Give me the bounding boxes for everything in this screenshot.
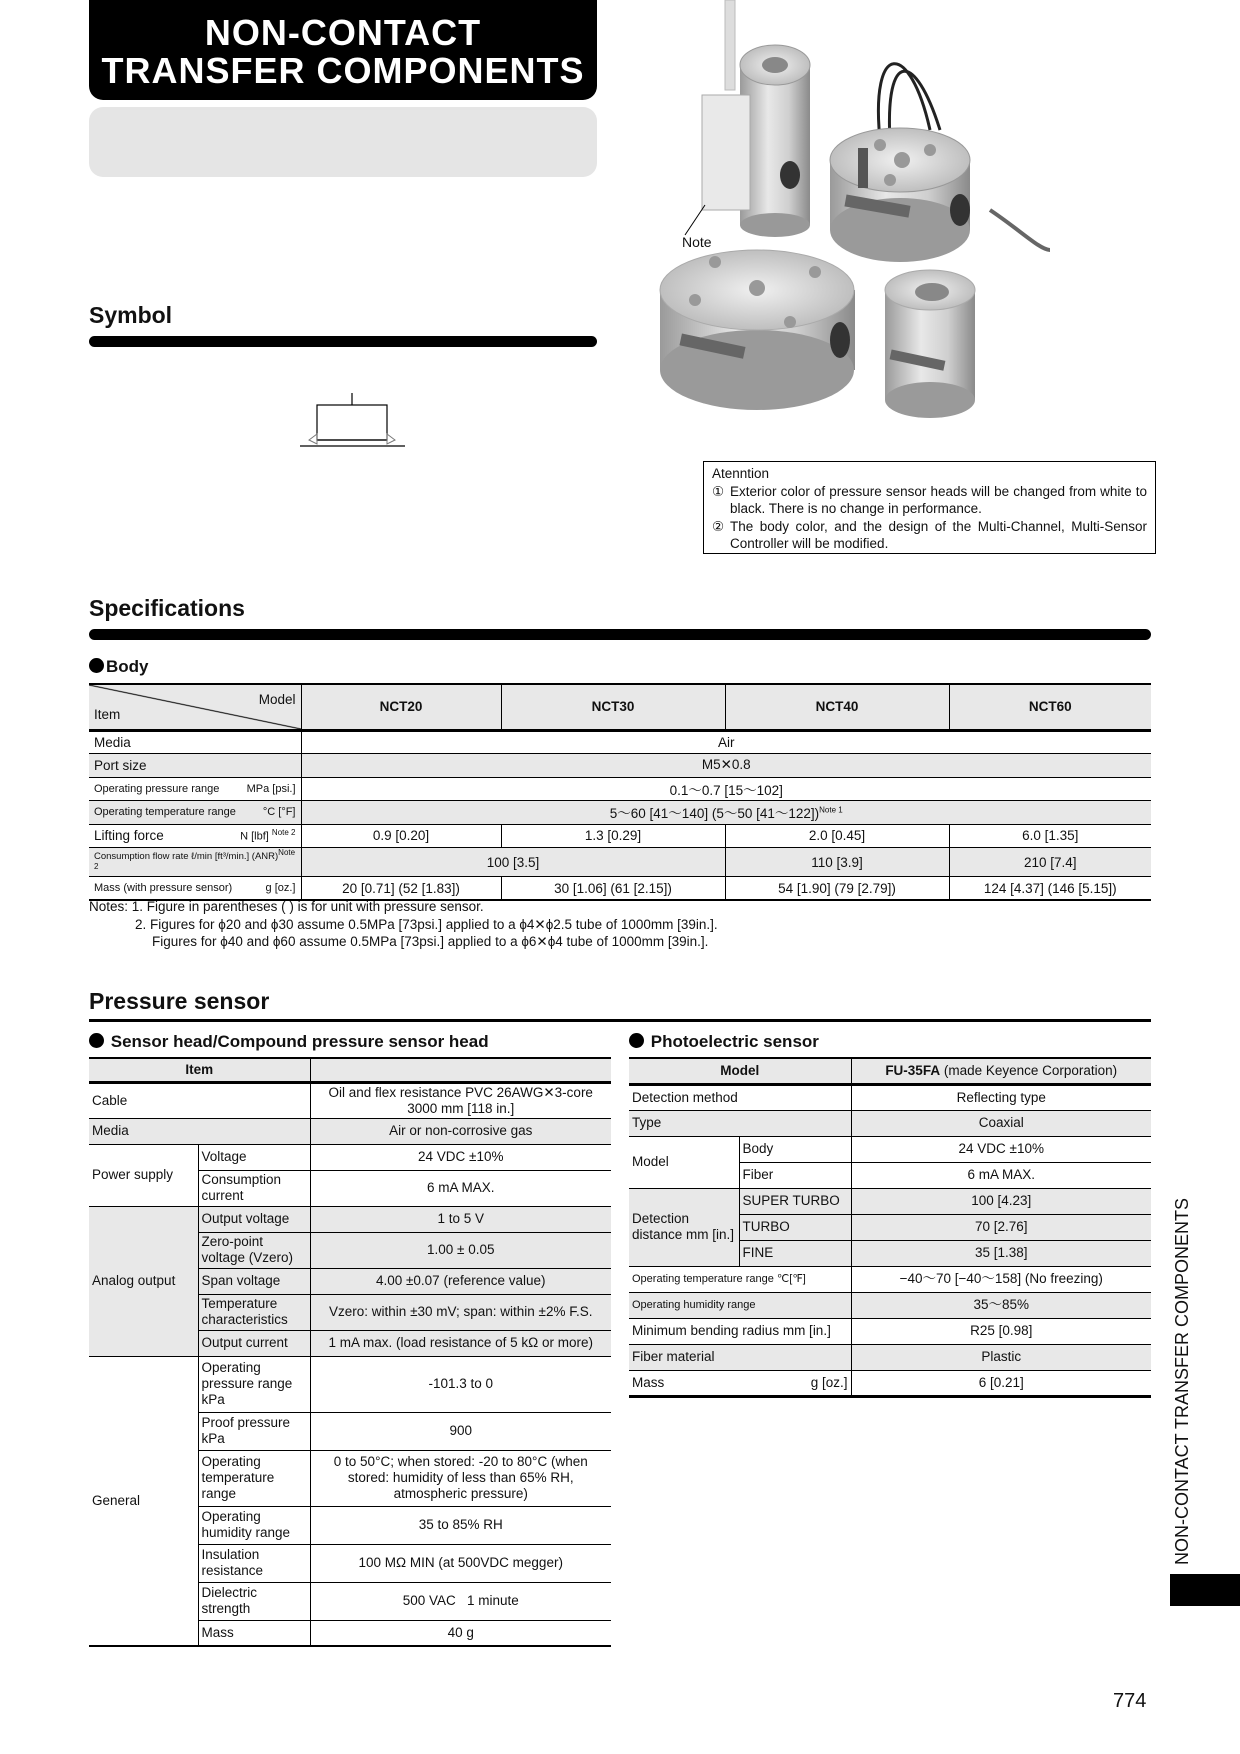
- bullet-icon: [89, 658, 104, 673]
- table-row: [89, 1206, 611, 1232]
- row-label: Minimum bending radius mm [in.]: [629, 1318, 851, 1344]
- photoelectric-subtitle: [629, 1032, 819, 1052]
- unit-value: N [lbf]: [240, 830, 269, 843]
- product-photo: [640, 0, 1140, 450]
- header-value: [851, 1058, 1151, 1084]
- spec-notes: [89, 898, 718, 951]
- table-row: [629, 1110, 1151, 1136]
- row-value: Coaxial: [851, 1110, 1151, 1136]
- bullet-icon: [629, 1033, 644, 1048]
- manufacturer-text: (made Keyence Corporation): [940, 1062, 1118, 1078]
- row-label: Type: [629, 1110, 851, 1136]
- row-value: −40〜70 [−40〜158] (No freezing): [851, 1266, 1151, 1292]
- row-value: 35〜85%: [851, 1292, 1151, 1318]
- value-cell: 210 [7.4]: [949, 848, 1151, 877]
- label-text: Consumption flow rate: [94, 851, 189, 863]
- row-value: Air or non-corrosive gas: [310, 1118, 611, 1144]
- table-row: [89, 1144, 611, 1170]
- page-number: 774: [1113, 1690, 1147, 1712]
- attention-title: Atenntion: [712, 466, 770, 481]
- label-text: Lifting force: [94, 828, 164, 844]
- row-value: Vzero: within ±30 mV; span: within ±2% F.S.: [310, 1294, 611, 1330]
- header-corner-cell: [89, 684, 301, 730]
- side-tab-label: [1172, 1197, 1192, 1565]
- item-text: Exterior color of pressure sensor heads will be changed from white to black. There is no change in performance.: [730, 483, 1147, 516]
- table-row: [629, 1084, 1151, 1110]
- row-value: 6 mA MAX.: [310, 1170, 611, 1206]
- row-value: 100 [4.23]: [851, 1188, 1151, 1214]
- subtitle-placeholder-box: [89, 107, 597, 177]
- row-value: 1 to 5 V: [310, 1206, 611, 1232]
- specifications-heading: Specifications: [89, 595, 245, 621]
- row-label: Zero-point voltage (Vzero): [198, 1232, 310, 1268]
- model-header: NCT30: [501, 684, 725, 730]
- table-row: [89, 848, 1151, 877]
- row-label: Temperature characteristics: [198, 1294, 310, 1330]
- row-value: 900: [310, 1412, 611, 1450]
- table-row: [629, 1344, 1151, 1370]
- header-value: [310, 1058, 611, 1082]
- row-label: Operating pressure range kPa: [198, 1356, 310, 1412]
- symbol-heading: Symbol: [89, 302, 173, 328]
- row-value: Plastic: [851, 1344, 1151, 1370]
- table-row: [629, 1292, 1151, 1318]
- subtitle-text: Photoelectric sensor: [650, 1032, 819, 1051]
- group-label: Detection distance mm [in.]: [629, 1188, 739, 1266]
- value-cell: 100 [3.5]: [301, 848, 725, 877]
- header-model: Model: [629, 1058, 851, 1084]
- row-value: Air: [301, 730, 1151, 754]
- row-label: Mass: [198, 1620, 310, 1646]
- row-label: Proof pressure kPa: [198, 1412, 310, 1450]
- row-label: Fiber material: [629, 1344, 851, 1370]
- table-row: [629, 1266, 1151, 1292]
- title-line-2: TRANSFER COMPONENTS: [101, 50, 585, 91]
- value-cell: 110 [3.9]: [725, 848, 949, 877]
- row-value: M5✕0.8: [301, 754, 1151, 778]
- row-label: Media: [89, 730, 301, 754]
- item-text: The body color, and the design of the Multi-Channel, Multi-Sensor Controller will be modified.: [730, 518, 1147, 551]
- model-header: NCT20: [301, 684, 501, 730]
- row-label: [89, 877, 301, 901]
- row-label: Output current: [198, 1330, 310, 1356]
- value-cell: 124 [4.37] (146 [5.15]): [949, 877, 1151, 901]
- row-label: Voltage: [198, 1144, 310, 1170]
- row-label: FINE: [739, 1240, 851, 1266]
- table-row: [89, 730, 1151, 754]
- row-label: Operating temperature range: [198, 1450, 310, 1506]
- header-model-label: Model: [258, 691, 296, 707]
- group-label: Model: [629, 1136, 739, 1188]
- value-cell: 1.3 [0.29]: [501, 824, 725, 848]
- row-label: Media: [89, 1118, 310, 1144]
- row-label: Operating humidity range: [629, 1292, 851, 1318]
- row-value: 0 to 50°C; when stored: -20 to 80°C (when stored: humidity of less than 65% RH, atmospheric pressure): [310, 1450, 611, 1506]
- row-value: 0.1〜0.7 [15〜102]: [301, 777, 1151, 801]
- pressure-sensor-heading: Pressure sensor: [89, 988, 270, 1014]
- table-row: [89, 1082, 611, 1118]
- row-label: TURBO: [739, 1214, 851, 1240]
- note-label: Note: [682, 234, 712, 250]
- table-row: [89, 754, 1151, 778]
- note-line: Notes: 1. Figure in parentheses ( ) is for unit with pressure sensor.: [89, 899, 484, 914]
- table-row: [89, 1118, 611, 1144]
- attention-box: [703, 461, 1156, 554]
- value-cell: 6.0 [1.35]: [949, 824, 1151, 848]
- row-label: Consumption current: [198, 1170, 310, 1206]
- row-value: 6 [0.21]: [851, 1370, 1151, 1396]
- row-label: [629, 1370, 851, 1396]
- unit-text: MPa [psi.]: [246, 782, 296, 795]
- row-label: Fiber: [739, 1162, 851, 1188]
- row-value: [301, 801, 1151, 825]
- side-tab-text: NON-CONTACT TRANSFER COMPONENTS: [1172, 1197, 1192, 1565]
- group-label: General: [89, 1356, 198, 1646]
- row-value: 6 mA MAX.: [851, 1162, 1151, 1188]
- row-label: Operating temperature range ℃[℉]: [629, 1266, 851, 1292]
- label-text: Operating temperature range: [94, 806, 236, 819]
- row-value: 40 g: [310, 1620, 611, 1646]
- value-cell: 20 [0.71] (52 [1.83]): [301, 877, 501, 901]
- group-label: Analog output: [89, 1206, 198, 1356]
- header-item-label: Item: [94, 706, 121, 722]
- body-subtitle: [89, 657, 149, 677]
- value-cell: 2.0 [0.45]: [725, 824, 949, 848]
- row-label: Dielectric strength: [198, 1582, 310, 1620]
- row-value: 1 mA max. (load resistance of 5 kΩ or more): [310, 1330, 611, 1356]
- row-value: Reflecting type: [851, 1084, 1151, 1110]
- note-ref: Note 1: [819, 805, 843, 815]
- table-row: [89, 1356, 611, 1412]
- model-header: NCT60: [949, 684, 1151, 730]
- table-row: [629, 1136, 1151, 1162]
- row-label: Detection method: [629, 1084, 851, 1110]
- section-divider: [89, 1019, 1151, 1022]
- header-item: Item: [89, 1058, 310, 1082]
- row-label: Body: [739, 1136, 851, 1162]
- note-line: 2. Figures for ϕ20 and ϕ30 assume 0.5MPa [73psi.] applied to a ϕ4✕ϕ2.5 tube of 1000mm [39in.].: [135, 916, 718, 932]
- page-title-banner: [89, 0, 597, 100]
- sensor-head-spec-table: [89, 1057, 611, 1647]
- table-row: [89, 777, 1151, 801]
- title-line-1: NON-CONTACT: [204, 12, 482, 53]
- label-text: Mass (with pressure sensor): [94, 882, 233, 895]
- subtitle-text: Sensor head/Compound pressure sensor head: [110, 1032, 489, 1051]
- table-row: [89, 877, 1151, 901]
- table-row: [629, 1188, 1151, 1214]
- row-value: 35 [1.38]: [851, 1240, 1151, 1266]
- row-value: -101.3 to 0: [310, 1356, 611, 1412]
- body-subtitle-text: Body: [106, 657, 149, 676]
- value-cell: 30 [1.06] (61 [2.15]): [501, 877, 725, 901]
- section-divider: [89, 336, 597, 347]
- value-cell: 54 [1.90] (79 [2.79]): [725, 877, 949, 901]
- unit-text: g [oz.]: [265, 882, 296, 895]
- row-value: 4.00 ±0.07 (reference value): [310, 1268, 611, 1294]
- note-ref: Note 2: [94, 848, 296, 872]
- unit-text: g [oz.]: [810, 1374, 848, 1390]
- sensor-head-subtitle: [89, 1032, 489, 1052]
- note-ref: Note 2: [271, 828, 296, 838]
- row-label: [89, 801, 301, 825]
- row-value: 70 [2.76]: [851, 1214, 1151, 1240]
- unit-text: [240, 828, 295, 843]
- row-label: [89, 777, 301, 801]
- value-text: 5〜60 [41〜140] (5〜50 [41〜122]): [609, 806, 820, 822]
- row-value: 1.00 ± 0.05: [310, 1232, 611, 1268]
- attention-item: [712, 483, 1147, 518]
- attention-item: [712, 518, 1147, 553]
- table-row: [629, 1370, 1151, 1396]
- row-label: Operating humidity range: [198, 1506, 310, 1544]
- row-label: Span voltage: [198, 1268, 310, 1294]
- table-row: [89, 824, 1151, 848]
- section-divider: [89, 629, 1151, 640]
- item-number: ②: [712, 518, 725, 534]
- note-line: Figures for ϕ40 and ϕ60 assume 0.5MPa [73psi.] applied to a ϕ6✕ϕ4 tube of 1000mm [39in.].: [152, 934, 709, 949]
- row-label: Output voltage: [198, 1206, 310, 1232]
- row-value: 35 to 85% RH: [310, 1506, 611, 1544]
- row-label: [89, 824, 301, 848]
- label-text: Operating pressure range: [94, 782, 220, 795]
- item-number: ①: [712, 483, 725, 499]
- row-value: Oil and flex resistance PVC 26AWG✕3-core 3000 mm [118 in.]: [310, 1082, 611, 1118]
- photoelectric-spec-table: [629, 1057, 1151, 1398]
- side-tab-marker: [1170, 1574, 1240, 1606]
- row-value: 100 MΩ MIN (at 500VDC megger): [310, 1544, 611, 1582]
- row-value: 24 VDC ±10%: [851, 1136, 1151, 1162]
- table-row: [89, 801, 1151, 825]
- table-row: [629, 1318, 1151, 1344]
- row-label: Insulation resistance: [198, 1544, 310, 1582]
- row-label: [89, 848, 301, 877]
- row-value: 24 VDC ±10%: [310, 1144, 611, 1170]
- row-label: SUPER TURBO: [739, 1188, 851, 1214]
- model-name: FU-35FA: [885, 1062, 941, 1078]
- group-label: Power supply: [89, 1144, 198, 1206]
- row-value: 500 VAC 1 minute: [310, 1582, 611, 1620]
- model-header: NCT40: [725, 684, 949, 730]
- row-label: Port size: [89, 754, 301, 778]
- label-text: Mass: [632, 1374, 665, 1390]
- body-spec-table: [89, 683, 1151, 901]
- row-value: R25 [0.98]: [851, 1318, 1151, 1344]
- pneumatic-symbol-icon: [300, 390, 410, 450]
- row-label: Cable: [89, 1082, 310, 1118]
- value-cell: 0.9 [0.20]: [301, 824, 501, 848]
- unit-text: ℓ/min [ft³/min.] (ANR): [191, 851, 279, 863]
- unit-text: °C [°F]: [262, 806, 296, 819]
- bullet-icon: [89, 1033, 104, 1048]
